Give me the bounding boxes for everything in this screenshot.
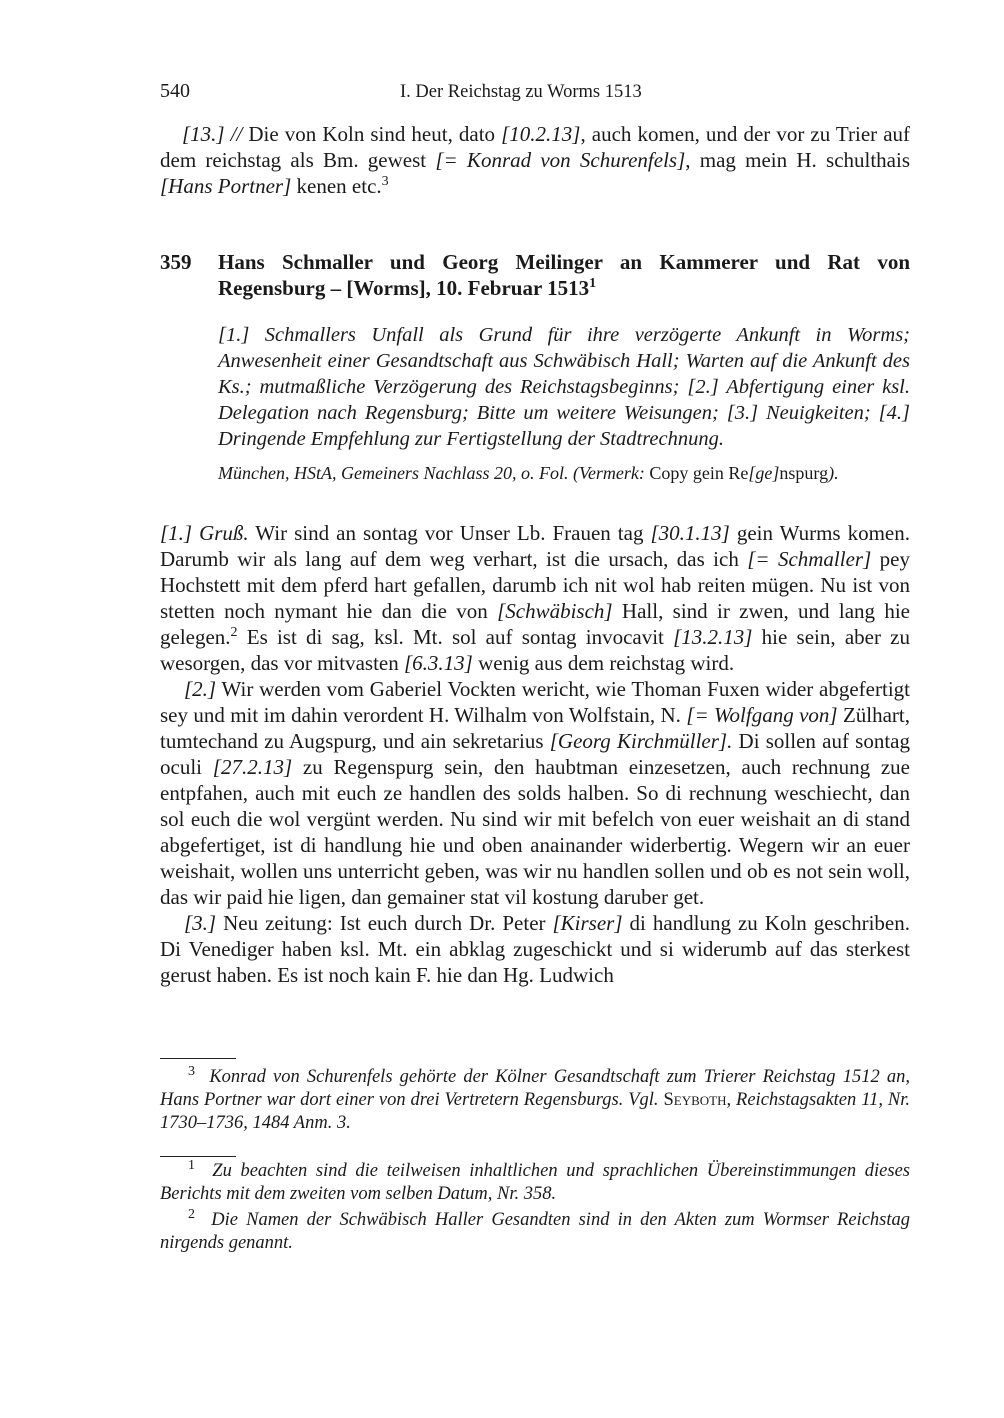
source-citation bbox=[218, 461, 910, 485]
running-head-title: I. Der Reichstag zu Worms 1513 bbox=[400, 82, 642, 102]
text-span: ). bbox=[828, 463, 839, 483]
footnote-2 bbox=[160, 1206, 911, 1255]
document-title bbox=[218, 249, 910, 301]
author-name: Seyboth bbox=[663, 1090, 727, 1110]
text-span: Die Namen der Schwäbisch Haller Gesandten sind in den Akten zum Wormser Reichstag nirgends genannt. bbox=[160, 1210, 911, 1253]
footnote-ref: 1 bbox=[589, 276, 597, 291]
text-span: Zu beachten sind die teilweisen inhaltlichen und sprachlichen Übereinstimmungen dieses Berichts mit dem zweiten vom selben Datum, Nr. 358. bbox=[160, 1161, 910, 1204]
text-span: [ge] bbox=[748, 463, 780, 483]
footnote-number: 1 bbox=[188, 1157, 195, 1173]
document-title-text: Hans Schmaller und Georg Meilinger an Kammerer und Rat von Regensburg – [Worms], 10. Februar 1513 bbox=[218, 250, 910, 300]
text-span: zu Regenspurg sein, den haubtman einzesetzen, auch rechnung zue entpfahen, auch mit euch ze handlen des solds halben. So di rechnung weschiecht, dan sol euch die wol vergünt werden. Nu sind wir mit befelch von euer weishait an di stand abgefertiget, ist di handlung hie und oben anainander widerbertig. Wegern wir an euer weishait, wollen uns unterricht geben, was wir nu handlen sollen und ob es not sein woll, das wir paid hie ligen, dan gemainer stat vil kostung daruber get. bbox=[160, 755, 910, 909]
text-span: [13.2.13] bbox=[673, 625, 753, 649]
footnote-number: 3 bbox=[188, 1063, 195, 1079]
page-number: 540 bbox=[160, 80, 190, 102]
text-span: hie sein, aber zu wesorgen, das vor mitvasten bbox=[160, 625, 910, 675]
main-text bbox=[160, 520, 910, 988]
text-span: Wir werden vom Gaberiel Vockten wericht, wie Thoman Fuxen wider abgefertigt sey und mit im dahin verordent H. Wilhalm von Wolfstain, N. bbox=[160, 677, 910, 727]
continuation-paragraph bbox=[160, 121, 910, 199]
text-span: Es ist di sag, ksl. Mt. sol auf sontag invocavit bbox=[237, 625, 674, 649]
text-span: Wir sind an sontag vor Unser Lb. Frauen tag bbox=[248, 521, 651, 545]
text-span: di handlung zu Koln geschriben. Di Venediger haben ksl. Mt. ein abklag zugeschickt und si widerumb auf das sterkest gerust haben. Es ist noch kain F. hie dan Hg. Ludwich bbox=[160, 911, 910, 987]
text-span: [10.2.13] bbox=[501, 122, 581, 146]
text-span: [2.] bbox=[184, 677, 217, 701]
text-span: gein Wurms komen. Darumb wir als lang auf dem weg verhart, ist die ursach, das ich bbox=[160, 521, 910, 571]
regest-summary: [1.] Schmallers Unfall als Grund für ihre verzögerte Ankunft in Worms; Anwesenheit einer Gesandtschaft aus Schwäbisch Hall; Warten auf die Ankunft des Ks.; mutmaßliche Verzögerung des Reichstagsbeginns; [2.] Abfertigung einer ksl. Delegation nach Regensburg; Bitte um weitere Weisungen; [3.] Neuigkeiten; [4.] Dringende Empfehlung zur Fertigstellung der Stadtrechnung. bbox=[218, 324, 910, 450]
text-span: [13.] // bbox=[182, 122, 243, 146]
text-span: Neu zeitung: Ist euch durch Dr. Peter bbox=[216, 911, 553, 935]
text-span: Die von Koln sind heut, dato bbox=[242, 122, 502, 146]
text-span: [Schwäbisch] bbox=[497, 599, 613, 623]
footnote-number: 2 bbox=[188, 1206, 195, 1222]
text-span: Di sollen auf sontag oculi bbox=[160, 729, 910, 779]
text-span: [30.1.13] bbox=[650, 521, 730, 545]
text-span: [= Konrad von Schurenfels] bbox=[435, 148, 686, 172]
text-span: München, HStA, Gemeiners Nachlass 20, o. Fol. (Vermerk: bbox=[218, 463, 650, 483]
document-heading bbox=[160, 249, 910, 301]
text-span: , Reichstagsakten 11, Nr. 1730–1736, 1484 Anm. 3. bbox=[160, 1090, 910, 1133]
text-span: [27.2.13] bbox=[212, 755, 293, 779]
footnote-rule bbox=[160, 1156, 236, 1157]
text-span: [3.] bbox=[184, 911, 217, 935]
paragraph-2 bbox=[160, 676, 910, 910]
text-span: kenen etc. bbox=[291, 174, 382, 198]
document-number: 359 bbox=[160, 250, 192, 274]
footnote-1 bbox=[160, 1157, 910, 1206]
text-span: wenig aus dem reichstag wird. bbox=[472, 651, 735, 675]
paragraph-1 bbox=[160, 520, 910, 676]
text-span: , mag mein H. schulthais bbox=[685, 148, 911, 172]
text-span: Zülhart, tumtechand zu Augspurg, und ain sekretarius bbox=[160, 703, 911, 753]
text-span: [Hans Portner] bbox=[160, 174, 292, 198]
footnote-ref: 3 bbox=[381, 174, 389, 189]
text-span: [= Wolfgang von] bbox=[686, 703, 838, 727]
footnote-rule bbox=[160, 1058, 236, 1059]
paragraph-3 bbox=[160, 910, 910, 988]
footnote-ref: 2 bbox=[230, 625, 238, 640]
text-span: Hall, sind ir zwen, und lang hie gelegen. bbox=[160, 599, 910, 649]
running-header bbox=[160, 80, 910, 110]
text-span: [1.] Gruß. bbox=[160, 521, 249, 545]
text-span: pey Hochstett mit dem pferd hart gefallen, darumb ich nit wol hab reiten mügen. Nu ist von stetten noch nymant hie dan die von bbox=[160, 547, 910, 623]
text-span: [= Schmaller] bbox=[747, 547, 872, 571]
footnote-3 bbox=[160, 1063, 911, 1135]
text-span: , auch komen, und der vor zu Trier auf dem reichstag als Bm. gewest bbox=[160, 122, 911, 172]
text-span: [Kirser] bbox=[552, 911, 623, 935]
text-span: [6.3.13] bbox=[403, 651, 473, 675]
text-span: Konrad von Schurenfels gehörte der Kölner Gesandtschaft zum Trierer Reichstag 1512 an, Hans Portner war dort einer von drei Vertretern Regensburgs. Vgl. bbox=[160, 1067, 911, 1110]
text-span: [Georg Kirchmüller]. bbox=[549, 729, 733, 753]
text-span: nspurg bbox=[779, 463, 829, 483]
text-span: Copy gein Re bbox=[649, 463, 749, 483]
